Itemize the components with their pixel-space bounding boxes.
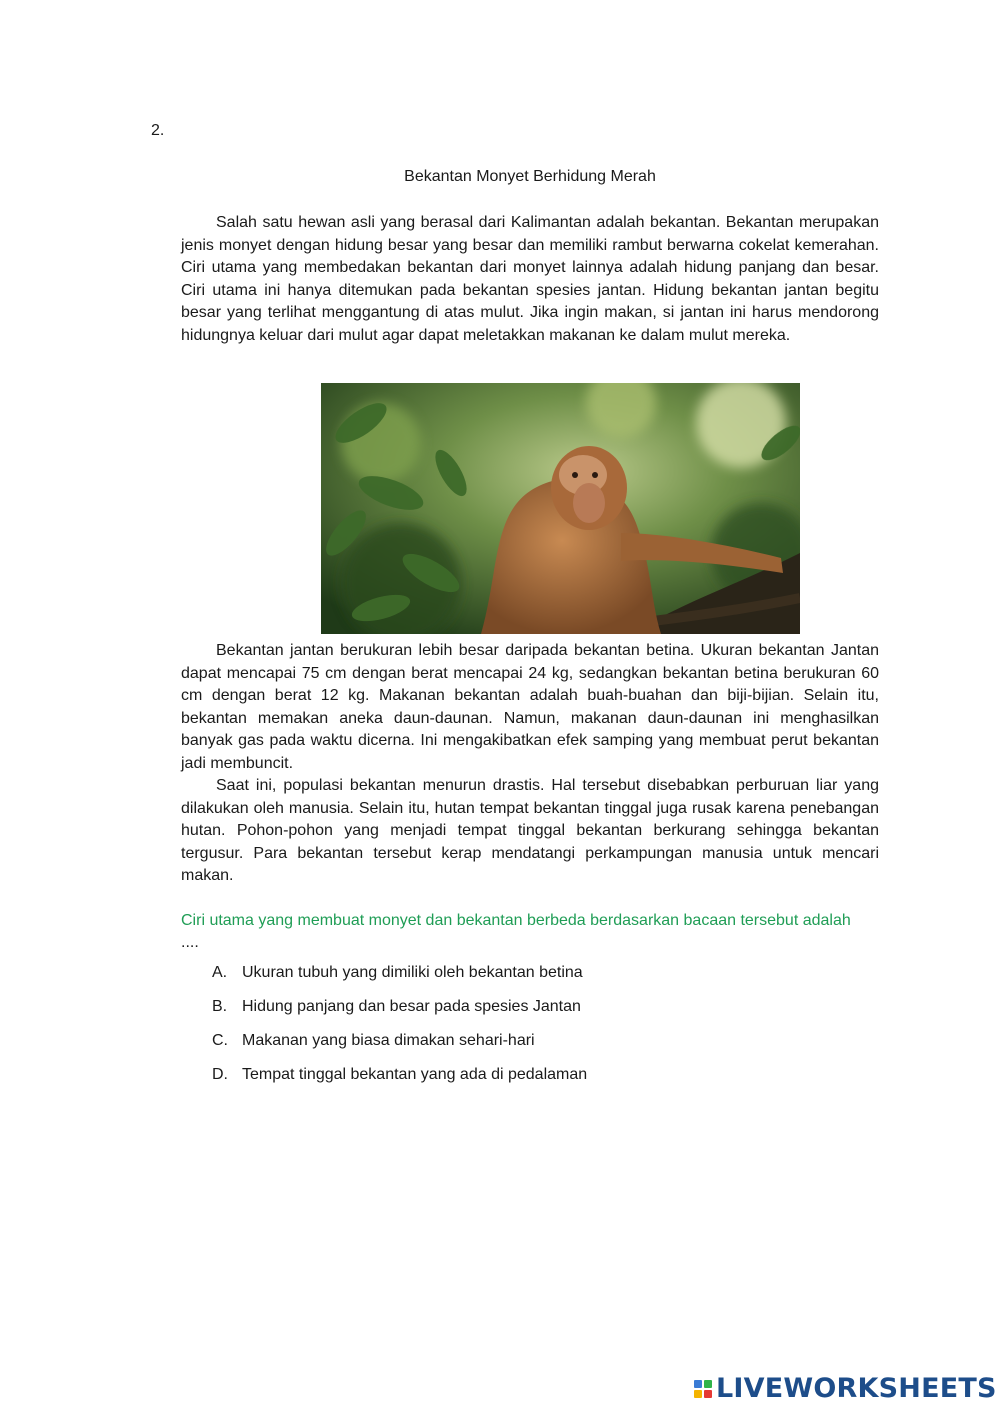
logo-square xyxy=(704,1380,712,1388)
liveworksheets-mark-icon xyxy=(694,1380,712,1398)
option-a[interactable] xyxy=(212,956,587,990)
option-b[interactable] xyxy=(212,990,587,1024)
monkey-photo-illustration xyxy=(321,383,800,634)
question-number: 2. xyxy=(151,122,165,139)
logo-square xyxy=(694,1390,702,1398)
option-text: Hidung panjang dan besar pada spesies Jantan xyxy=(242,998,581,1015)
logo-square xyxy=(694,1380,702,1388)
option-d[interactable] xyxy=(212,1058,587,1092)
option-c[interactable] xyxy=(212,1024,587,1058)
option-text: Makanan yang biasa dimakan sehari-hari xyxy=(242,1032,535,1049)
option-text: Ukuran tubuh yang dimiliki oleh bekantan betina xyxy=(242,964,583,981)
answer-options xyxy=(212,956,587,1092)
option-letter: A. xyxy=(212,964,228,981)
passage-title: Bekantan Monyet Berhidung Merah xyxy=(404,168,656,185)
proboscis-monkey-photo xyxy=(321,383,800,634)
question-prompt: Ciri utama yang membuat monyet dan bekantan berbeda berdasarkan bacaan tersebut adalah xyxy=(181,912,851,929)
paragraph-3: Saat ini, populasi bekantan menurun drastis. Hal tersebut disebabkan perburuan liar yang dilakukan oleh manusia. Selain itu, hutan tempat bekantan tinggal juga rusak karena penebangan hutan. Pohon-pohon yang menjadi tempat tinggal bekantan berkurang sehingga bekantan tergusur. Para bekantan tersebut kerap mendatangi perkampungan manusia untuk mencari makan. xyxy=(181,777,879,885)
paragraph-2: Bekantan jantan berukuran lebih besar daripada bekantan betina. Ukuran bekantan Jantan dapat mencapai 75 cm dengan berat mencapai 24 kg, sedangkan bekantan betina berukuran 60 cm dengan berat 12 kg. Makanan bekantan adalah buah-buahan dan biji-bijian. Selain itu, bekantan memakan aneka daun-daunan. Namun, makanan daun-daunan ini menghasilkan banyak gas pada waktu dicerna. Ini mengakibatkan efek samping yang membuat perut bekantan jadi membuncit. xyxy=(181,642,879,772)
logo-square xyxy=(704,1390,712,1398)
brand-name: LIVEWORKSHEETS xyxy=(716,1373,997,1404)
option-letter: B. xyxy=(212,998,228,1015)
option-letter: C. xyxy=(212,1032,228,1049)
liveworksheets-logo[interactable] xyxy=(694,1373,997,1404)
question-ellipsis: .... xyxy=(181,934,199,951)
option-text: Tempat tinggal bekantan yang ada di pedalaman xyxy=(242,1066,588,1083)
option-letter: D. xyxy=(212,1066,228,1083)
paragraph-1: Salah satu hewan asli yang berasal dari Kalimantan adalah bekantan. Bekantan merupakan jenis monyet dengan hidung besar yang besar dan memiliki rambut berwarna cokelat kemerahan. Ciri utama yang membedakan bekantan dari monyet lainnya adalah hidung panjang dan besar. Ciri utama ini hanya ditemukan pada bekantan spesies jantan. Hidung bekantan jantan begitu besar yang terlihat menggantung di atas mulut. Jika ingin makan, si jantan ini harus mendorong hidungnya keluar dari mulut agar dapat meletakkan makanan ke dalam mulut mereka. xyxy=(181,214,879,344)
